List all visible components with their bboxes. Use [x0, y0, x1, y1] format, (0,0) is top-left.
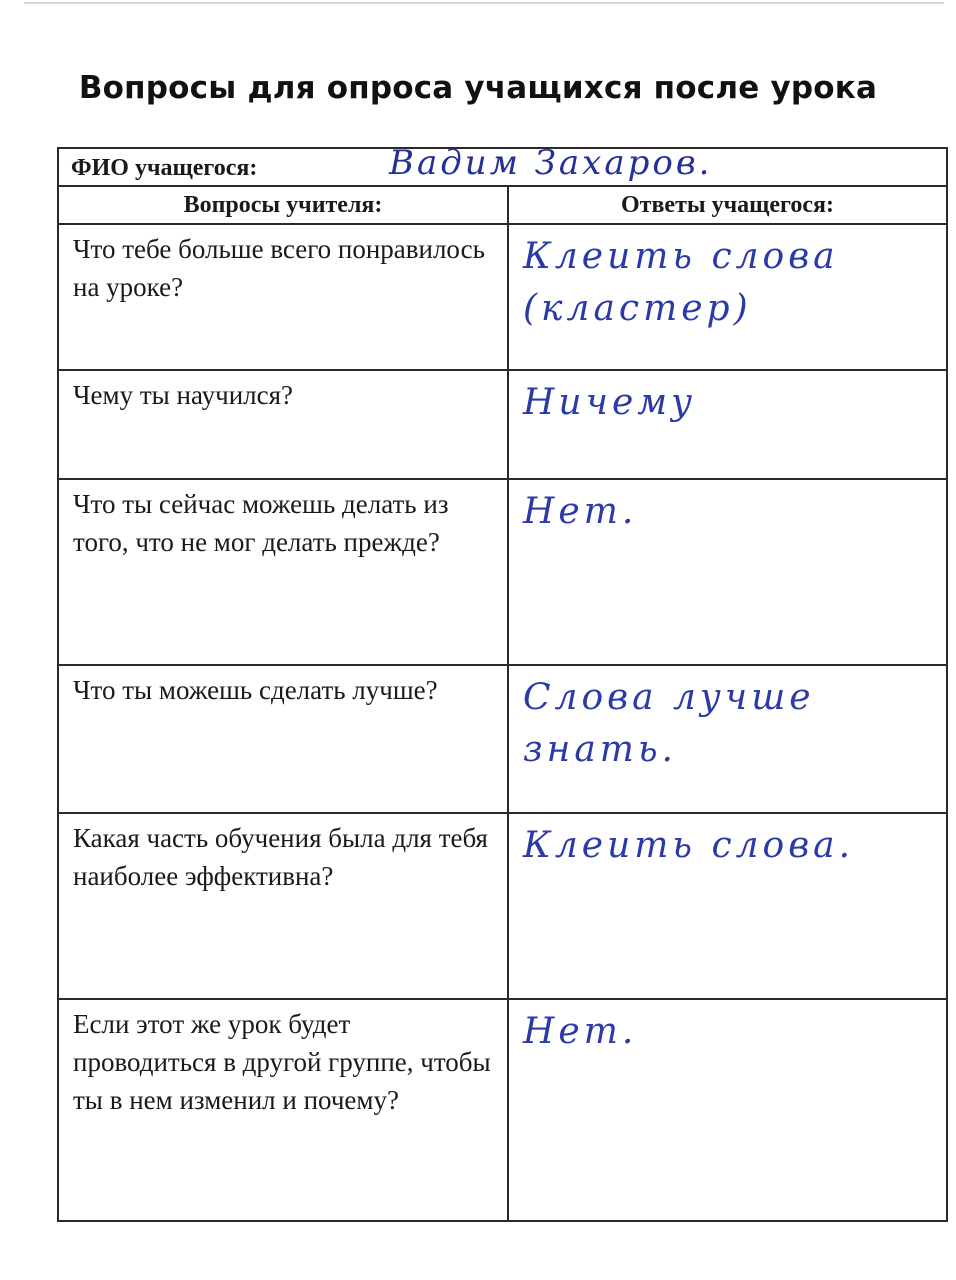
table-row: [58, 224, 947, 370]
questions-column-header: Вопросы учителя:: [58, 186, 508, 224]
page-title: Вопросы для опроса учащихся после урока: [78, 70, 878, 106]
table-row: [58, 665, 947, 813]
answers-column-header: Ответы учащегося:: [508, 186, 947, 224]
handwritten-answer: Клеить слова.: [523, 825, 855, 866]
handwritten-answer: Клеить слова (кластер): [523, 236, 839, 329]
table-row: [58, 813, 947, 999]
table-row: [58, 479, 947, 665]
answer-cell: [508, 370, 947, 479]
answer-cell: [508, 813, 947, 999]
answer-cell: [508, 479, 947, 665]
student-name-handwritten: Вадим Захаров.: [389, 143, 713, 183]
question-cell: Что ты можешь сделать лучше?: [58, 665, 508, 813]
question-cell: Какая часть обучения была для тебя наиболее эффективна?: [58, 813, 508, 999]
answer-cell: [508, 999, 947, 1221]
scan-edge-line: [24, 2, 944, 4]
handwritten-answer: Нет.: [523, 491, 638, 532]
answer-cell: [508, 224, 947, 370]
student-name-row: [58, 143, 947, 186]
question-cell: Чему ты научился?: [58, 370, 508, 479]
answer-cell: [508, 665, 947, 813]
question-cell: Если этот же урок будет проводиться в другой группе, чтобы ты в нем изменил и почему?: [58, 999, 508, 1221]
question-cell: Что тебе больше всего понравилось на уроке?: [58, 224, 508, 370]
handwritten-answer: Слова лучше знать.: [523, 677, 815, 770]
student-name-label: ФИО учащегося:: [71, 155, 258, 181]
table-row: [58, 999, 947, 1221]
survey-table: [57, 143, 948, 1222]
question-cell: Что ты сейчас можешь делать из того, что не мог делать прежде?: [58, 479, 508, 665]
handwritten-answer: Нет.: [523, 1011, 638, 1052]
handwritten-answer: Ничему: [523, 382, 697, 423]
table-row: [58, 370, 947, 479]
